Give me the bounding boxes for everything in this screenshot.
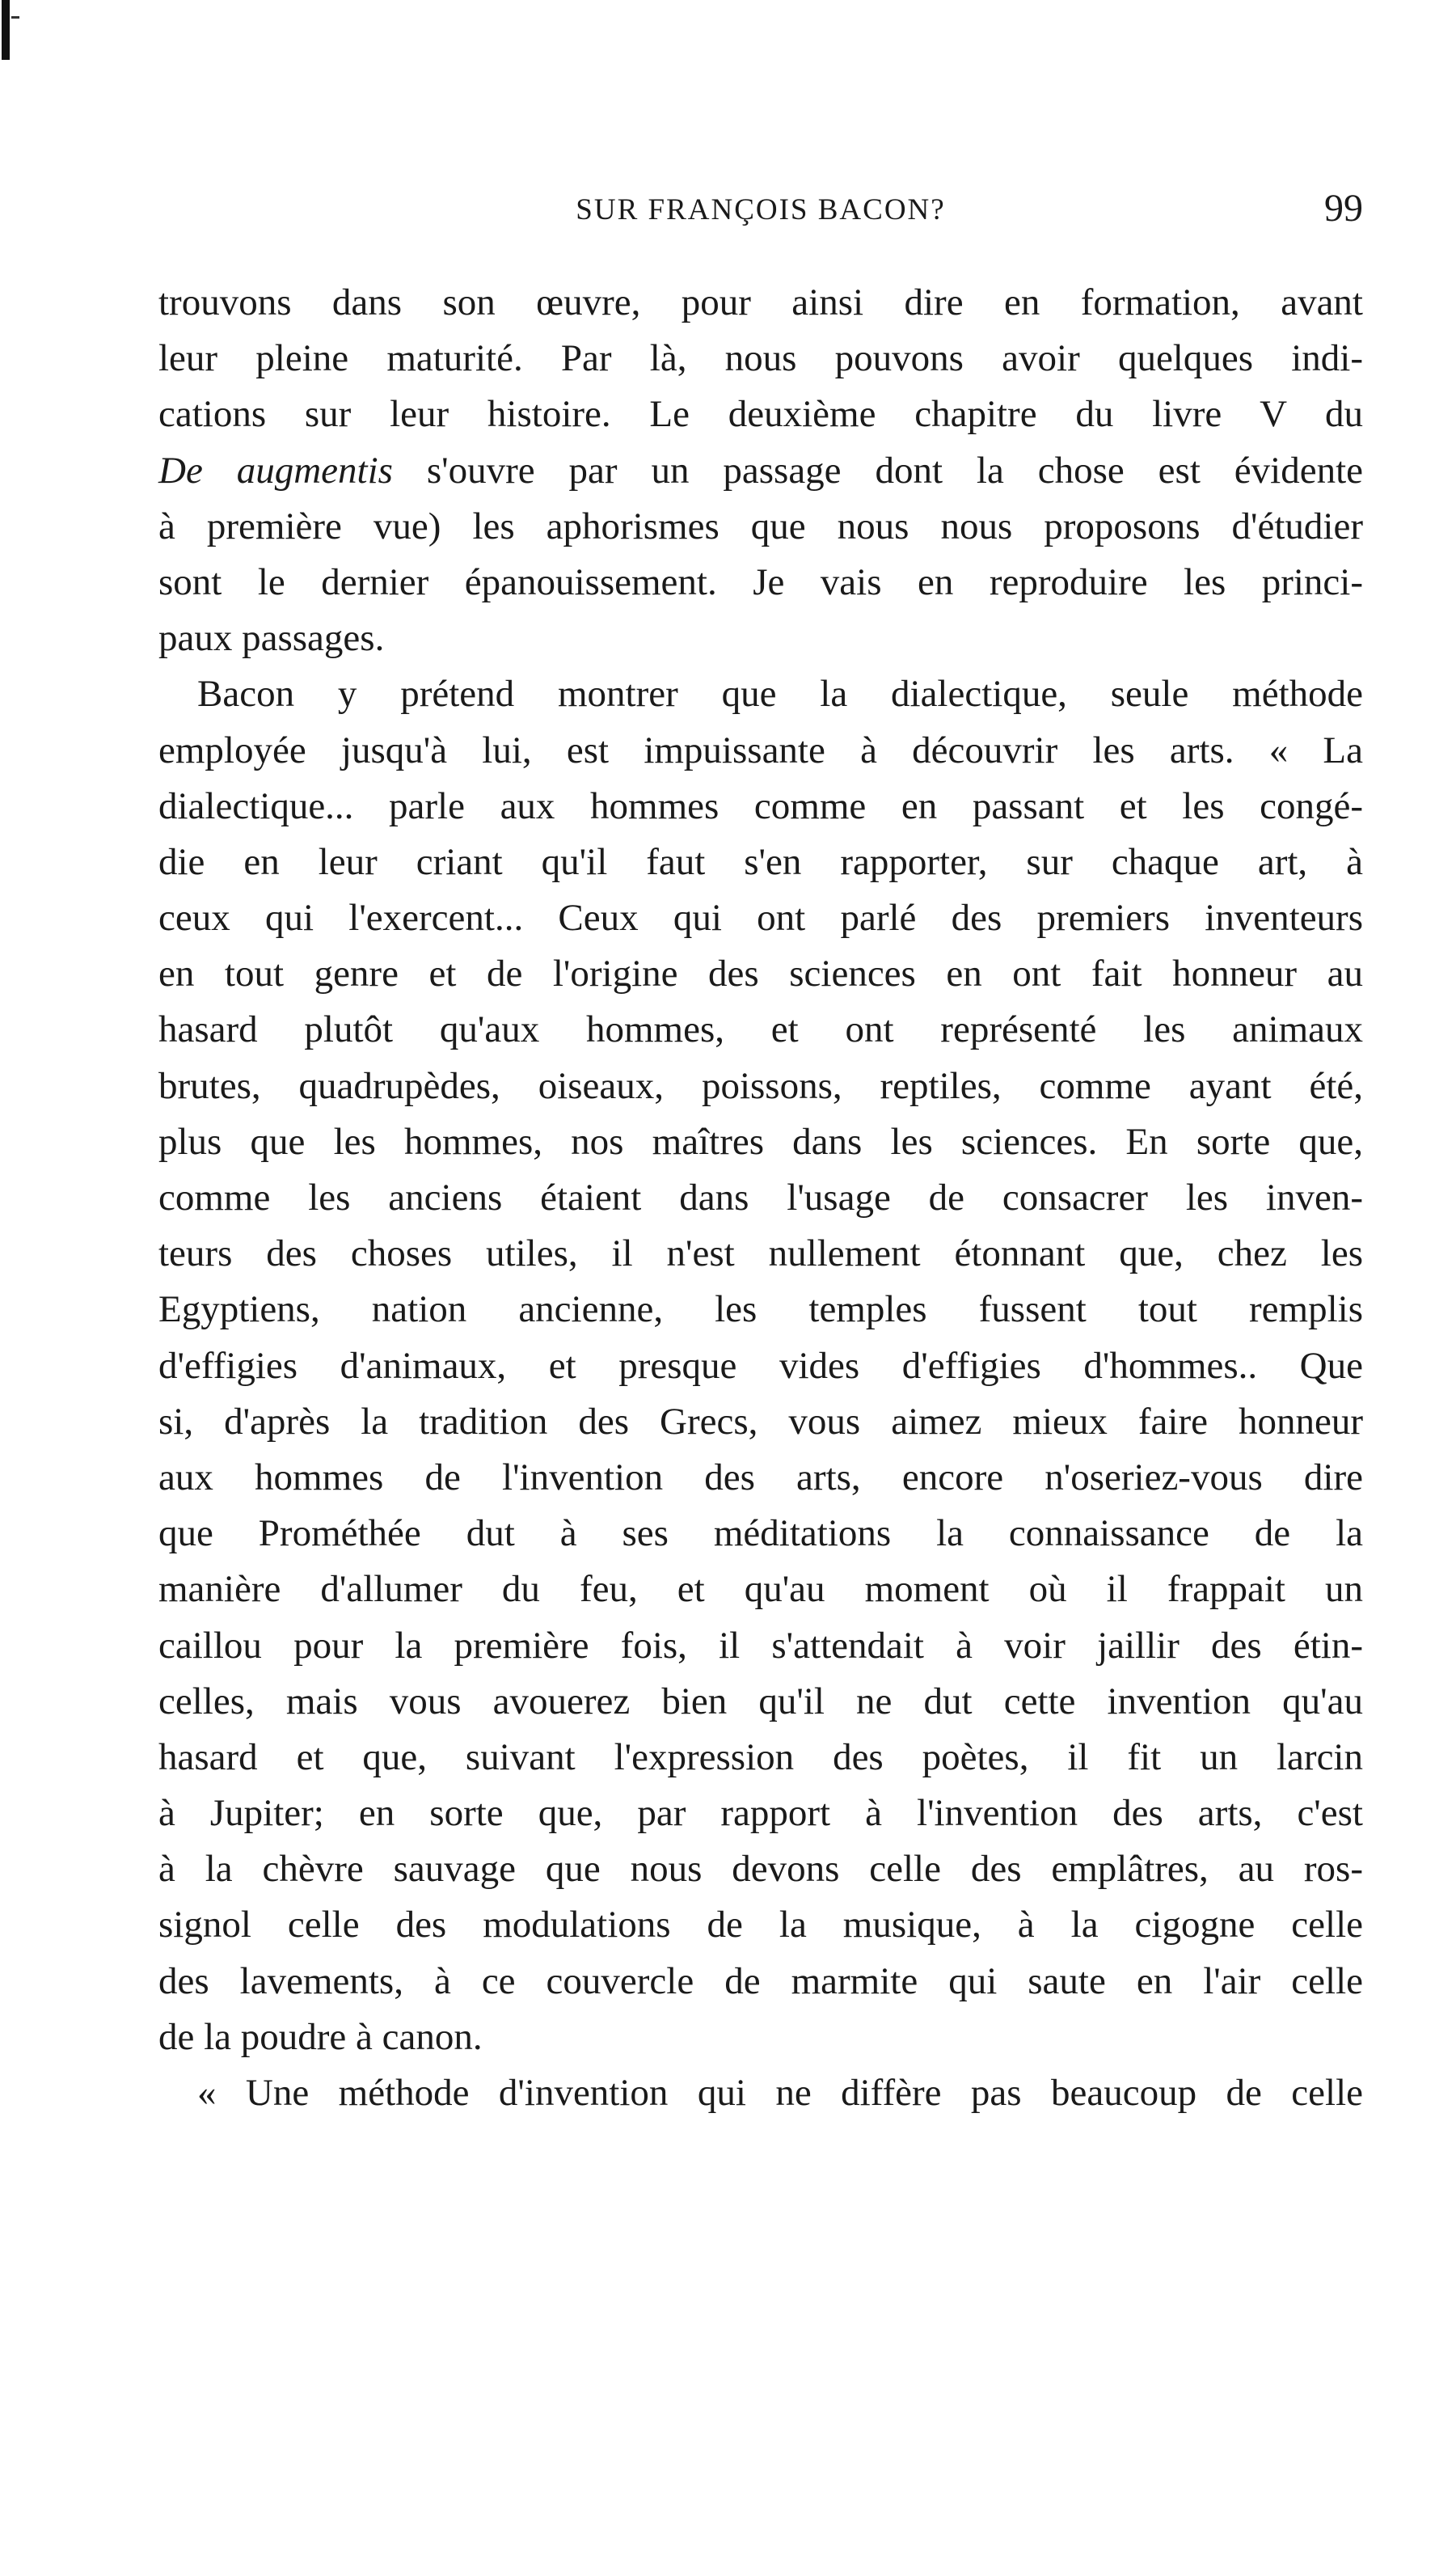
text-segment: ceux qui l'exercent... Ceux qui ont parlé des premiers inventeurs — [158, 897, 1363, 940]
text-line — [158, 946, 1363, 1002]
text-line — [158, 1506, 1363, 1562]
text-line — [158, 1786, 1363, 1841]
text-line — [158, 331, 1363, 387]
text-line — [158, 1394, 1363, 1450]
text-segment: employée jusqu'à lui, est impuissante à découvrir les arts. « La — [158, 729, 1363, 771]
text-line — [158, 779, 1363, 835]
text-segment: signol celle des modulations de la musique, à la cigogne celle — [158, 1904, 1363, 1946]
text-segment: leur pleine maturité. Par là, nous pouvons avoir quelques indi- — [158, 337, 1363, 380]
text-line — [158, 835, 1363, 890]
text-line — [158, 723, 1363, 779]
text-line — [158, 1338, 1363, 1394]
text-line — [158, 1059, 1363, 1114]
text-segment: plus que les hommes, nos maîtres dans les sciences. En sorte que, — [158, 1120, 1363, 1163]
text-segment: teurs des choses utiles, il n'est nullement étonnant que, chez les — [158, 1232, 1363, 1275]
text-line — [158, 1170, 1363, 1226]
text-segment: caillou pour la première fois, il s'attendait à voir jaillir des étin- — [158, 1624, 1363, 1667]
text-segment: de la poudre à canon. — [158, 2015, 483, 2058]
text-segment: Bacon y prétend montrer que la dialectique, seule méthode — [197, 673, 1363, 716]
scan-edge-tick — [11, 16, 19, 19]
body-text — [158, 275, 1363, 2121]
text-line — [158, 2010, 1363, 2065]
text-segment: celles, mais vous avouerez bien qu'il ne dut cette invention qu'au — [158, 1680, 1363, 1722]
text-segment: que Prométhée dut à ses méditations la connaissance de la — [158, 1512, 1363, 1555]
text-segment: d'effigies d'animaux, et presque vides d'effigies d'hommes.. Que — [158, 1344, 1363, 1387]
text-line — [158, 1674, 1363, 1730]
italic-title: De augmentis — [158, 449, 393, 492]
text-line — [158, 890, 1363, 946]
text-segment: comme les anciens étaient dans l'usage de consacrer les inven- — [158, 1177, 1363, 1219]
text-line — [158, 1562, 1363, 1617]
text-line — [158, 443, 1363, 499]
page-header — [158, 186, 1363, 243]
text-segment: die en leur criant qu'il faut s'en rapporter, sur chaque art, à — [158, 840, 1363, 883]
text-line — [158, 1114, 1363, 1170]
text-line — [158, 1618, 1363, 1674]
text-line — [158, 1841, 1363, 1897]
text-line — [158, 387, 1363, 442]
text-segment: en tout genre et de l'origine des sciences en ont fait honneur au — [158, 953, 1363, 995]
text-segment: à Jupiter; en sorte que, par rapport à l'invention des arts, c'est — [158, 1792, 1363, 1835]
text-segment: si, d'après la tradition des Grecs, vous aimez mieux faire honneur — [158, 1400, 1363, 1443]
page-number: 99 — [1324, 187, 1363, 230]
text-line — [158, 555, 1363, 611]
text-segment: hasard plutôt qu'aux hommes, et ont représenté les animaux — [158, 1008, 1363, 1051]
text-segment: trouvons dans son œuvre, pour ainsi dire en formation, avant — [158, 281, 1363, 323]
text-segment: dialectique... parle aux hommes comme en passant et les congé- — [158, 784, 1363, 827]
text-line — [158, 1897, 1363, 1953]
text-segment: cations sur leur histoire. Le deuxième chapitre du livre V du — [158, 393, 1363, 436]
text-segment: brutes, quadrupèdes, oiseaux, poissons, reptiles, comme ayant été, — [158, 1064, 1363, 1107]
text-line — [158, 1226, 1363, 1282]
text-segment: des lavements, à ce couvercle de marmite qui saute en l'air celle — [158, 1959, 1363, 2002]
text-line — [158, 1002, 1363, 1058]
text-line — [158, 1730, 1363, 1786]
text-segment: à première vue) les aphorismes que nous nous proposons d'étudier — [158, 505, 1363, 547]
text-segment: manière d'allumer du feu, et qu'au moment où il frappait un — [158, 1568, 1363, 1611]
text-line — [158, 275, 1363, 331]
text-segment: Egyptiens, nation ancienne, les temples fussent tout remplis — [158, 1288, 1363, 1331]
text-segment: s'ouvre par un passage dont la chose est évidente — [392, 449, 1363, 492]
text-segment: hasard et que, suivant l'expression des poètes, il fit un larcin — [158, 1735, 1363, 1778]
text-line — [158, 2065, 1363, 2121]
text-segment: sont le dernier épanouissement. Je vais en reproduire les princi- — [158, 560, 1363, 603]
text-segment: à la chèvre sauvage que nous devons celle des emplâtres, au ros- — [158, 1848, 1363, 1891]
text-line — [158, 611, 1363, 666]
text-line — [158, 499, 1363, 555]
scan-edge-mark — [2, 0, 10, 60]
text-line — [158, 1450, 1363, 1506]
running-title: SUR FRANÇOIS BACON? — [576, 193, 946, 226]
text-segment: aux hommes de l'invention des arts, encore n'oseriez-vous dire — [158, 1456, 1363, 1498]
text-line — [158, 1282, 1363, 1338]
text-segment: « Une méthode d'invention qui ne diffère pas beaucoup de celle — [197, 2072, 1363, 2114]
text-line — [158, 1954, 1363, 2010]
text-segment: paux passages. — [158, 617, 385, 660]
text-line — [158, 666, 1363, 722]
